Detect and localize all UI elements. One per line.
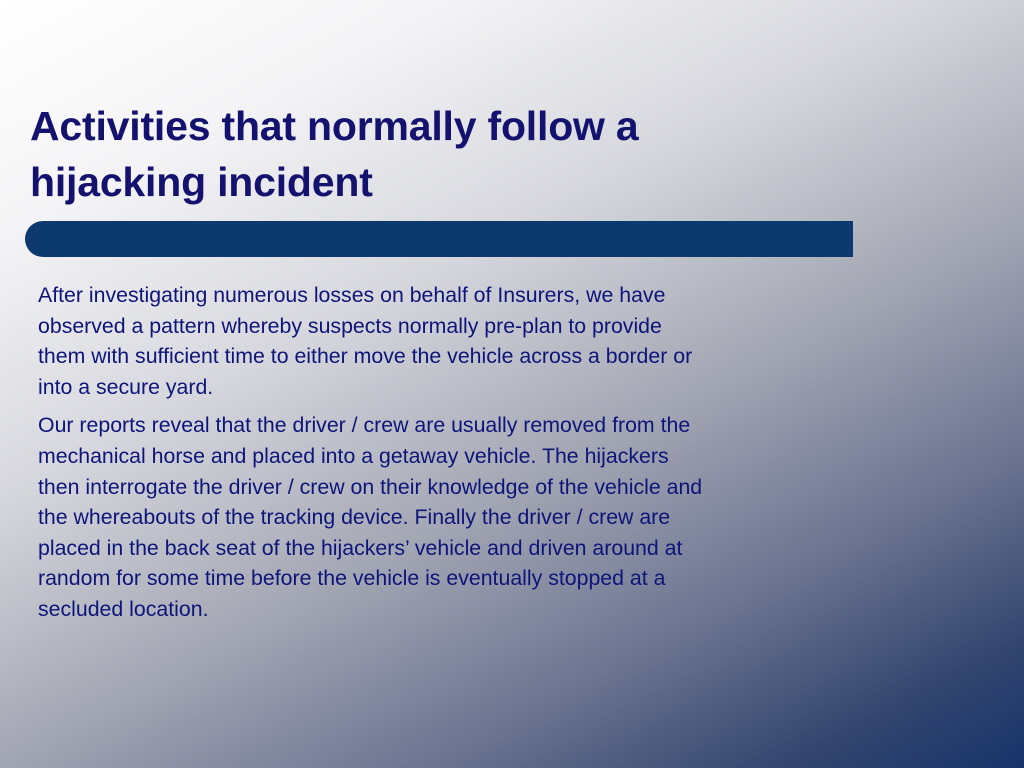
body-line: secluded location.	[38, 596, 209, 621]
body-line: After investigating numerous losses on behalf of Insurers, we have	[38, 283, 666, 307]
body-paragraph-2	[38, 410, 853, 624]
body-line: mechanical horse and placed into a getaway vehicle. The hijackers	[38, 443, 669, 468]
body-paragraph-1	[38, 280, 853, 402]
slide-title-line: hijacking incident	[30, 159, 373, 205]
body-line: random for some time before the vehicle is eventually stopped at a	[38, 566, 666, 591]
body-line: them with sufficient time to either move the vehicle across a border or	[38, 344, 693, 369]
slide-title	[30, 98, 850, 210]
body-line: placed in the back seat of the hijackers’ vehicle and driven around at	[38, 535, 683, 560]
body-line: Our reports reveal that the driver / crew are usually removed from the	[38, 413, 691, 438]
slide-title-line: Activities that normally follow a	[30, 103, 639, 149]
slide-body	[38, 280, 853, 633]
body-line: the whereabouts of the tracking device. Finally the driver / crew are	[38, 505, 671, 530]
title-divider-bar	[25, 221, 853, 257]
body-line: then interrogate the driver / crew on their knowledge of the vehicle and	[38, 474, 703, 499]
body-line: into a secure yard.	[38, 374, 214, 399]
body-line: observed a pattern whereby suspects normally pre-plan to provide	[38, 313, 662, 338]
